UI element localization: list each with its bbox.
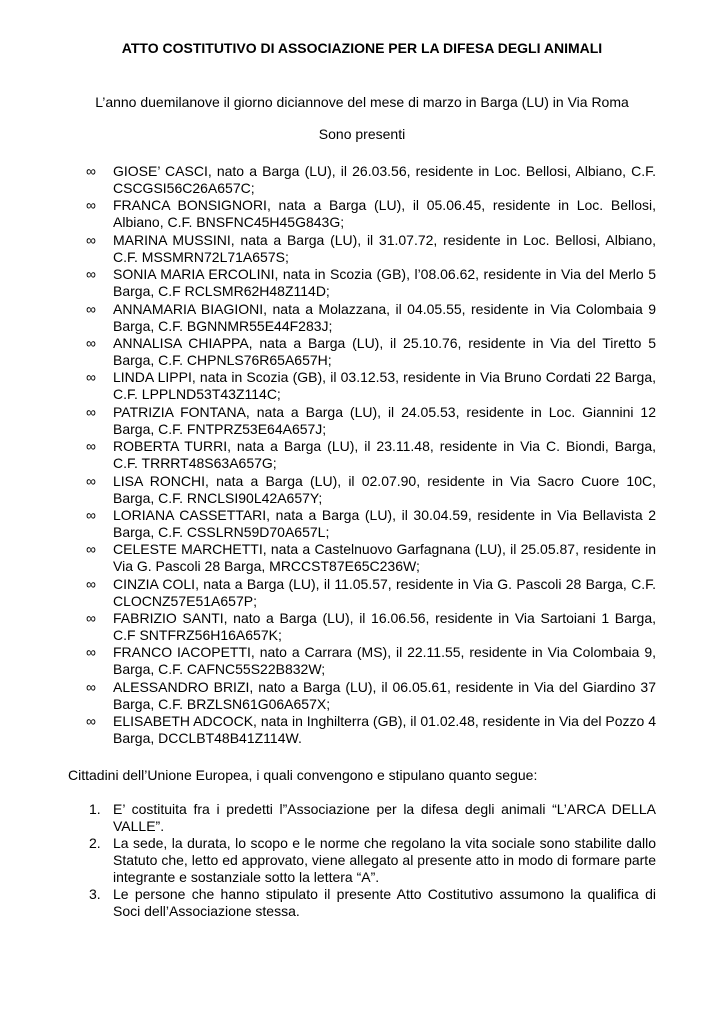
person-entry: SONIA MARIA ERCOLINI, nata in Scozia (GB), l’08.06.62, residente in Via del Merlo 5 Barga, C.F RCLSMR62H48Z114D; bbox=[113, 266, 656, 300]
list-item bbox=[86, 576, 656, 610]
person-entry: PATRIZIA FONTANA, nata a Barga (LU), il 24.05.53, residente in Loc. Giannini 12 Barga, C.F. FNTPRZ53E64A657J; bbox=[113, 403, 656, 437]
list-item bbox=[86, 197, 656, 231]
list-item bbox=[86, 369, 656, 403]
infinity-bullet-icon: ∞ bbox=[86, 334, 96, 351]
infinity-bullet-icon: ∞ bbox=[86, 541, 96, 558]
list-item bbox=[86, 801, 656, 835]
list-item bbox=[86, 610, 656, 644]
infinity-bullet-icon: ∞ bbox=[86, 403, 96, 420]
infinity-bullet-icon: ∞ bbox=[86, 644, 96, 661]
list-item bbox=[86, 301, 656, 335]
infinity-bullet-icon: ∞ bbox=[86, 713, 96, 730]
person-entry: ROBERTA TURRI, nata a Barga (LU), il 23.11.48, residente in Via C. Biondi, Barga, C.F. TRRRT48S63A657G; bbox=[113, 438, 656, 472]
person-entry: ANNALISA CHIAPPA, nata a Barga (LU), il 25.10.76, residente in Via del Tiretto 5 Barga, C.F. CHPNLS76R65A657H; bbox=[113, 334, 656, 368]
citizens-paragraph: Cittadini dell’Unione Europea, i quali convengono e stipulano quanto segue: bbox=[68, 767, 538, 783]
infinity-bullet-icon: ∞ bbox=[86, 163, 96, 179]
list-item bbox=[86, 886, 656, 920]
list-item bbox=[86, 266, 656, 300]
list-item bbox=[86, 438, 656, 472]
list-item bbox=[86, 163, 656, 197]
infinity-bullet-icon: ∞ bbox=[86, 472, 96, 489]
article-text: La sede, la durata, lo scopo e le norme che regolano la vita sociale sono stabilite dallo Statuto che, letto ed approvato, viene allegato al presente atto in modo di formare parte integrante e sostanziale sotto la lettera “A”. bbox=[113, 835, 656, 885]
people-list bbox=[86, 163, 656, 748]
articles-list bbox=[86, 801, 656, 920]
present-label: Sono presenti bbox=[318, 126, 406, 142]
article-text: Le persone che hanno stipulato il presente Atto Costitutivo assumono la qualifica di Soci dell’Associazione stessa. bbox=[113, 886, 656, 919]
infinity-bullet-icon: ∞ bbox=[86, 575, 96, 592]
list-item bbox=[86, 835, 656, 886]
infinity-bullet-icon: ∞ bbox=[86, 506, 96, 523]
article-number: 2. bbox=[89, 835, 101, 851]
article-text: E’ costituita fra i predetti l”Associazione per la difesa degli animali “L’ARCA DELLA VALLE”. bbox=[113, 801, 656, 834]
person-entry: LISA RONCHI, nata a Barga (LU), il 02.07.90, residente in Via Sacro Cuore 10C, Barga, C.F. RNCLSI90L42A657Y; bbox=[113, 472, 656, 506]
document-title: ATTO COSTITUTIVO DI ASSOCIAZIONE PER LA DIFESA DEGLI ANIMALI bbox=[121, 40, 603, 56]
article-number: 1. bbox=[89, 801, 101, 817]
infinity-bullet-icon: ∞ bbox=[86, 369, 96, 386]
person-entry: CINZIA COLI, nata a Barga (LU), il 11.05.57, residente in Via G. Pascoli 28 Barga, C.F. CLOCNZ57E51A657P; bbox=[113, 575, 656, 609]
list-item bbox=[86, 679, 656, 713]
person-entry: ANNAMARIA BIAGIONI, nata a Molazzana, il 04.05.55, residente in Via Colombaia 9 Barga, C.F. BGNNMR55E44F283J; bbox=[113, 300, 656, 334]
person-entry: CELESTE MARCHETTI, nata a Castelnuovo Garfagnana (LU), il 25.05.87, residente in Via G. Pascoli 28 Barga, MRCCST87E65C236W; bbox=[113, 541, 656, 575]
list-item bbox=[86, 507, 656, 541]
person-entry: LINDA LIPPI, nata in Scozia (GB), il 03.12.53, residente in Via Bruno Cordati 22 Barga, C.F. LPPLND53T43Z114C; bbox=[113, 369, 656, 403]
infinity-bullet-icon: ∞ bbox=[86, 231, 96, 248]
person-entry: ELISABETH ADCOCK, nata in Inghilterra (GB), il 01.02.48, residente in Via del Pozzo 4 Barga, DCCLBT48B41Z114W. bbox=[113, 713, 656, 747]
list-item bbox=[86, 541, 656, 575]
person-entry: FRANCA BONSIGNORI, nata a Barga (LU), il 05.06.45, residente in Loc. Bellosi, Albiano, C.F. BNSFNC45H45G843G; bbox=[113, 197, 656, 231]
person-entry: FABRIZIO SANTI, nato a Barga (LU), il 16.06.56, residente in Via Sartoiani 1 Barga, C.F SNTFRZ56H16A657K; bbox=[113, 610, 656, 644]
infinity-bullet-icon: ∞ bbox=[86, 197, 96, 214]
list-item bbox=[86, 232, 656, 266]
person-entry: FRANCO IACOPETTI, nato a Carrara (MS), il 22.11.55, residente in Via Colombaia 9, Barga, C.F. CAFNC55S22B832W; bbox=[113, 644, 656, 678]
list-item bbox=[86, 644, 656, 678]
infinity-bullet-icon: ∞ bbox=[86, 678, 96, 695]
list-item bbox=[86, 713, 656, 747]
article-number: 3. bbox=[89, 886, 101, 902]
person-entry: GIOSE’ CASCI, nato a Barga (LU), il 26.03.56, residente in Loc. Bellosi, Albiano, C.F. CSCGSI56C26A657C; bbox=[113, 163, 656, 196]
person-entry: ALESSANDRO BRIZI, nato a Barga (LU), il 06.05.61, residente in Via del Giardino 37 Barga, C.F. BRZLSN61G06A657X; bbox=[113, 678, 656, 712]
infinity-bullet-icon: ∞ bbox=[86, 300, 96, 317]
person-entry: LORIANA CASSETTARI, nata a Barga (LU), il 30.04.59, residente in Via Bellavista 2 Barga, C.F. CSSLRN59D70A657L; bbox=[113, 506, 656, 540]
infinity-bullet-icon: ∞ bbox=[86, 266, 96, 283]
list-item bbox=[86, 473, 656, 507]
list-item bbox=[86, 335, 656, 369]
list-item bbox=[86, 404, 656, 438]
infinity-bullet-icon: ∞ bbox=[86, 610, 96, 627]
intro-paragraph: L’anno duemilanove il giorno diciannove del mese di marzo in Barga (LU) in Via Roma bbox=[95, 94, 629, 110]
person-entry: MARINA MUSSINI, nata a Barga (LU), il 31.07.72, residente in Loc. Bellosi, Albiano, C.F. MSSMRN72L71A657S; bbox=[113, 231, 656, 265]
infinity-bullet-icon: ∞ bbox=[86, 438, 96, 455]
